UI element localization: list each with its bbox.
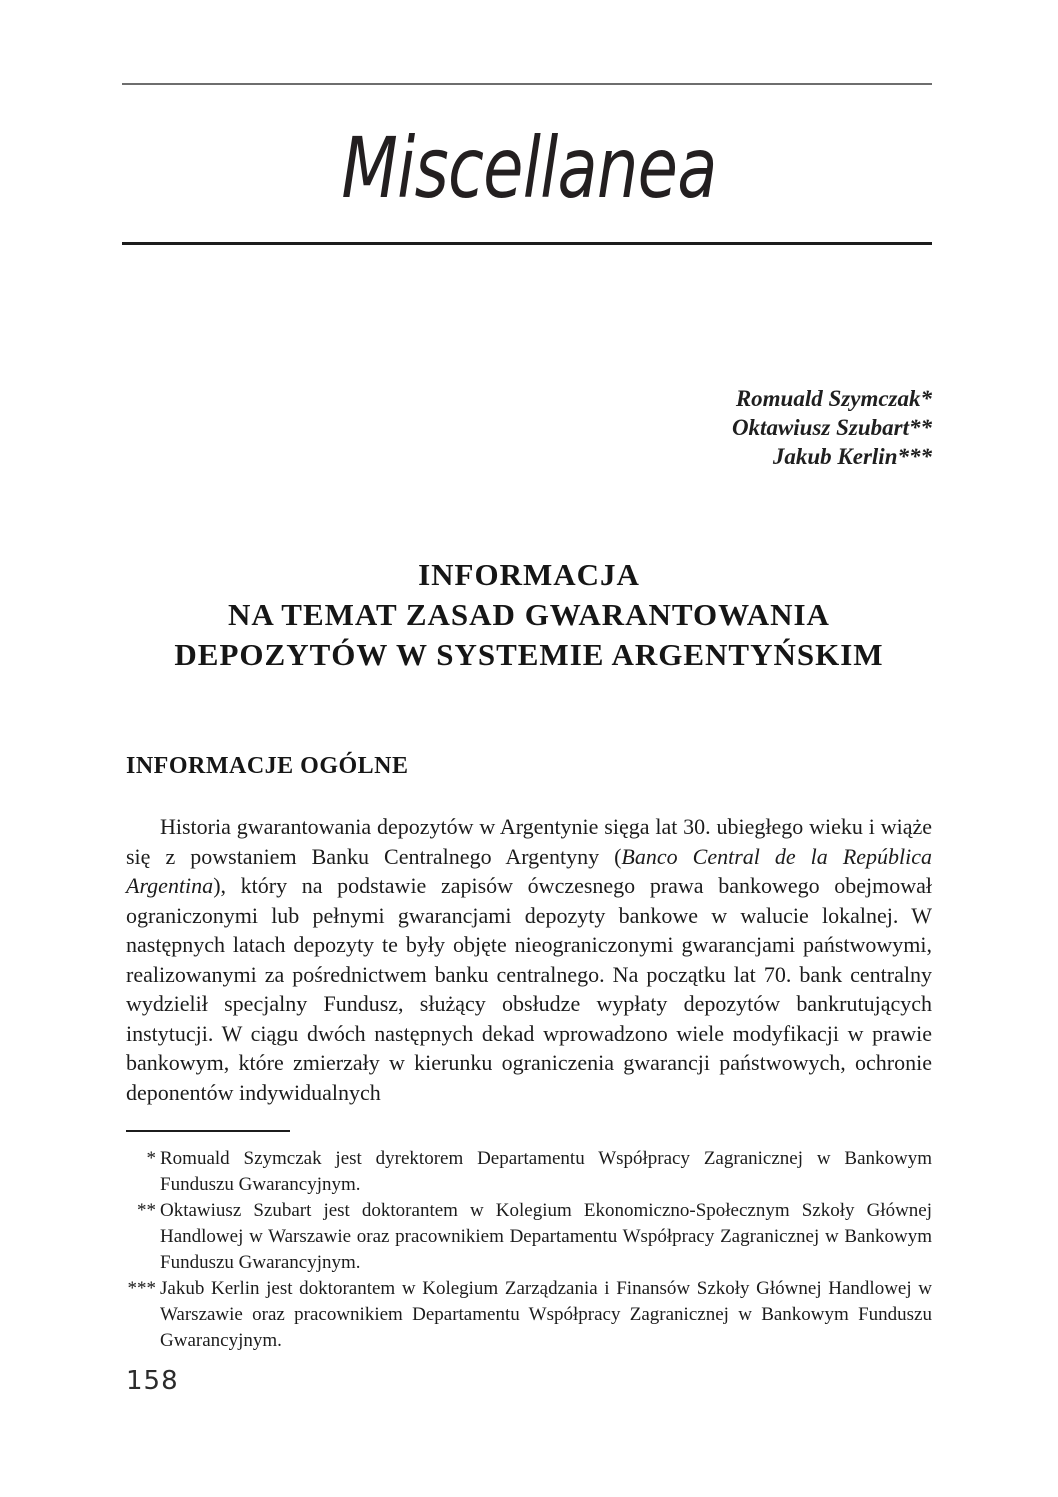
article-title-line-1: INFORMACJA (418, 557, 640, 592)
footnote-3-marker: *** (127, 1278, 156, 1299)
author-name-1: Romuald Szymczak* (735, 386, 932, 411)
article-title-line-3: DEPOZYTÓW W SYSTEMIE ARGENTYŃSKIM (174, 637, 884, 672)
footnote-1 (126, 1146, 932, 1198)
body-paragraph-italic: Banco Central de la República Argentina (126, 843, 933, 898)
author-name-2: Oktawiusz Szubart** (731, 415, 932, 440)
footnote-2-text: Oktawiusz Szubart jest doktorantem w Kolegium Ekonomiczno-Społecznym Szkoły Głównej Handlowej w Warszawie oraz pracownikiem Departamentu Współpracy Zagranicznej w Bankowym Funduszu Gwarancyjnym. (160, 1200, 932, 1273)
body-paragraph-text-end: ), który na podstawie zapisów ówczesnego prawa bankowego obejmował ograniczonymi lub pełnymi gwarancjami depozyty bankowe w walucie lokalnej. W następnych latach depozyty te były objęte nieograniczonymi gwarancjami państwowymi, realizowanymi za pośrednictwem banku centralnego. Na początku lat 70. bank centralny wydzielił specjalny Fundusz, służący obsłudze wypłaty depozytów bankrutujących instytucji. W ciągu dwóch następnych dekad wprowadzono wiele modyfikacji w prawie bankowym, które zmierzały w kierunku ograniczenia gwarancji państwowych, ochronie deponentów indywidualnych (126, 873, 932, 1105)
masthead-title: Miscellanea (341, 119, 717, 217)
footnotes-block (126, 1146, 932, 1354)
header-rule-bottom (122, 242, 932, 245)
footnote-2 (126, 1198, 932, 1276)
section-heading: INFORMACJE OGÓLNE (126, 753, 409, 779)
article-title-line-2: NA TEMAT ZASAD GWARANTOWANIA (228, 597, 830, 632)
article-title (60, 555, 998, 675)
footnote-1-marker: * (146, 1148, 156, 1169)
author-name-3: Jakub Kerlin*** (772, 444, 932, 469)
footnote-2-marker: ** (137, 1200, 156, 1221)
footnote-3-text: Jakub Kerlin jest doktorantem w Kolegium Zarządzania i Finansów Szkoły Głównej Handlowej w Warszawie oraz pracownikiem Departamentu Współpracy Zagranicznej w Bankowym Funduszu Gwarancyjnym. (160, 1278, 932, 1351)
footnote-1-text: Romuald Szymczak jest dyrektorem Departamentu Współpracy Zagranicznej w Bankowym Funduszu Gwarancyjnym. (160, 1148, 932, 1195)
footnote-separator-rule (126, 1130, 290, 1132)
author-block (732, 384, 932, 471)
header-rule-top (122, 83, 932, 85)
body-paragraph-text-start: Historia gwarantowania depozytów w Argentynie sięga lat 30. ubiegłego wieku i wiąże się z powstaniem Banku Centralnego Argentyny ( (126, 814, 932, 869)
footnote-3 (126, 1276, 932, 1354)
page-number: 158 (126, 1366, 179, 1396)
body-paragraph (126, 812, 932, 1107)
